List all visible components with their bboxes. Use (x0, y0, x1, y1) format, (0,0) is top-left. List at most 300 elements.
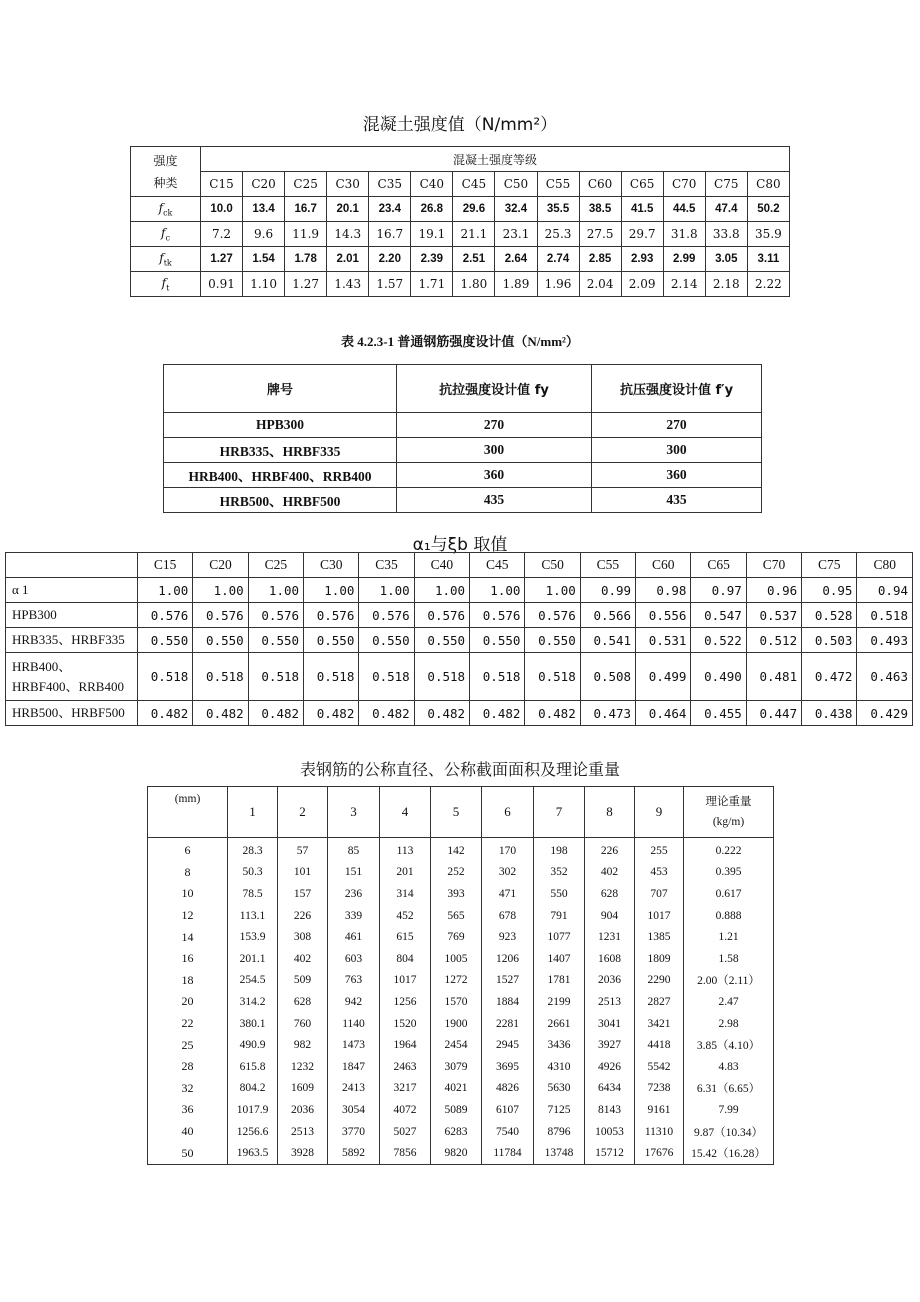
weight-cell: 2.47 (684, 991, 774, 1013)
grade-cell: C70 (746, 553, 801, 578)
area-cell: 236 (328, 883, 380, 905)
strength-value-cell: 270 (397, 413, 592, 438)
area-cell: 615 (380, 926, 431, 948)
value-cell: 1.00 (304, 578, 359, 603)
area-cell: 923 (482, 926, 534, 948)
area-cell: 3436 (534, 1034, 585, 1056)
coefficient-row (6, 578, 913, 603)
strength-row (131, 222, 790, 247)
weight-cell: 7.99 (684, 1099, 774, 1121)
weight-cell: 15.42（16.28） (684, 1142, 774, 1164)
header-tensile: 抗拉强度设计值 fy (397, 365, 592, 413)
value-cell: 0.550 (525, 628, 580, 653)
diameter-row (148, 991, 774, 1013)
area-cell: 2281 (482, 1013, 534, 1035)
value-cell: 0.576 (193, 603, 248, 628)
area-cell: 452 (380, 905, 431, 927)
value-cell: 1.00 (470, 578, 525, 603)
value-cell: 0.550 (470, 628, 525, 653)
value-cell: 0.576 (359, 603, 414, 628)
rebar-grade-cell: HRB400、HRBF400、RRB400 (164, 463, 397, 488)
header-row (148, 787, 774, 838)
diameter-row (148, 1078, 774, 1100)
area-cell: 1407 (534, 948, 585, 970)
value-cell: 0.518 (414, 653, 469, 701)
strength-value-cell: 360 (397, 463, 592, 488)
value-cell: 0.482 (525, 701, 580, 726)
value-cell: 0.96 (746, 578, 801, 603)
value-cell: 0.550 (193, 628, 248, 653)
value-cell: 0.97 (691, 578, 746, 603)
value-cell: 1.43 (327, 272, 369, 297)
area-cell: 28.3 (228, 838, 278, 862)
area-cell: 1005 (431, 948, 482, 970)
value-cell: 2.09 (621, 272, 663, 297)
grade-cell: C35 (369, 172, 411, 197)
area-cell: 769 (431, 926, 482, 948)
value-cell: 16.7 (369, 222, 411, 247)
area-cell: 11784 (482, 1142, 534, 1164)
grade-cell: C40 (414, 553, 469, 578)
grade-cell: C65 (621, 172, 663, 197)
value-cell: 2.14 (663, 272, 705, 297)
value-cell: 0.550 (138, 628, 193, 653)
grade-cell: C55 (580, 553, 635, 578)
area-cell: 157 (278, 883, 328, 905)
area-cell: 226 (278, 905, 328, 927)
area-cell: 2413 (328, 1078, 380, 1100)
value-cell: 41.5 (621, 197, 663, 222)
area-cell: 471 (482, 883, 534, 905)
value-cell: 0.95 (802, 578, 857, 603)
row-label: HRB335、HRBF335 (6, 628, 138, 653)
value-cell: 16.7 (285, 197, 327, 222)
strength-value-cell: 435 (397, 488, 592, 513)
area-cell: 4418 (635, 1034, 684, 1056)
area-cell: 982 (278, 1034, 328, 1056)
weight-cell: 2.00（2.11） (684, 970, 774, 992)
area-cell: 5089 (431, 1099, 482, 1121)
diameter-header: (mm) (148, 787, 228, 838)
diameter-row (148, 1121, 774, 1143)
header-compressive: 抗压强度设计值 f′y (592, 365, 762, 413)
diameter-cell: 25 (148, 1034, 228, 1056)
value-cell: 0.464 (636, 701, 691, 726)
area-cell: 2513 (278, 1121, 328, 1143)
value-cell: 0.482 (248, 701, 303, 726)
grade-cell: C60 (636, 553, 691, 578)
value-cell: 0.518 (857, 603, 913, 628)
area-cell: 1520 (380, 1013, 431, 1035)
strength-row (131, 247, 790, 272)
coefficient-row (6, 628, 913, 653)
area-cell: 1781 (534, 970, 585, 992)
area-cell: 3695 (482, 1056, 534, 1078)
value-cell: 13.4 (243, 197, 285, 222)
weight-cell: 0.617 (684, 883, 774, 905)
area-cell: 2036 (278, 1099, 328, 1121)
value-cell: 1.78 (285, 247, 327, 272)
value-cell: 1.54 (243, 247, 285, 272)
value-cell: 3.11 (747, 247, 789, 272)
area-cell: 5630 (534, 1078, 585, 1100)
area-cell: 9820 (431, 1142, 482, 1164)
value-cell: 0.482 (193, 701, 248, 726)
area-cell: 11310 (635, 1121, 684, 1143)
value-cell: 44.5 (663, 197, 705, 222)
value-cell: 2.04 (579, 272, 621, 297)
symbol-f: f (159, 250, 164, 265)
value-cell: 2.20 (369, 247, 411, 272)
rebar-grade-cell: HRB335、HRBF335 (164, 438, 397, 463)
area-cell: 1231 (585, 926, 635, 948)
value-cell: 0.576 (525, 603, 580, 628)
diameter-row (148, 905, 774, 927)
value-cell: 0.499 (636, 653, 691, 701)
area-cell: 1847 (328, 1056, 380, 1078)
area-cell: 201 (380, 862, 431, 884)
value-cell: 0.447 (746, 701, 801, 726)
value-cell: 0.576 (414, 603, 469, 628)
area-cell: 7125 (534, 1099, 585, 1121)
area-cell: 1140 (328, 1013, 380, 1035)
corner-cell (6, 553, 138, 578)
value-cell: 2.74 (537, 247, 579, 272)
value-cell: 7.2 (201, 222, 243, 247)
value-cell: 2.85 (579, 247, 621, 272)
value-cell: 1.71 (411, 272, 453, 297)
area-cell: 10053 (585, 1121, 635, 1143)
value-cell: 0.493 (857, 628, 913, 653)
bar-count-header: 9 (635, 787, 684, 838)
area-cell: 1473 (328, 1034, 380, 1056)
grade-cell: C50 (495, 172, 537, 197)
value-cell: 11.9 (285, 222, 327, 247)
row-symbol (131, 272, 201, 297)
weight-cell: 0.395 (684, 862, 774, 884)
diameter-row (148, 1099, 774, 1121)
value-cell: 2.18 (705, 272, 747, 297)
rebar-row (164, 413, 762, 438)
symbol-subscript: t (166, 283, 170, 293)
value-cell: 0.556 (636, 603, 691, 628)
area-cell: 942 (328, 991, 380, 1013)
area-cell: 1232 (278, 1056, 328, 1078)
grade-cell: C15 (138, 553, 193, 578)
value-cell: 0.473 (580, 701, 635, 726)
rebar-grade-cell: HRB500、HRBF500 (164, 488, 397, 513)
value-cell: 0.508 (580, 653, 635, 701)
area-cell: 1017 (380, 970, 431, 992)
area-cell: 4926 (585, 1056, 635, 1078)
area-cell: 170 (482, 838, 534, 862)
area-cell: 2661 (534, 1013, 585, 1035)
bar-count-header: 3 (328, 787, 380, 838)
area-cell: 453 (635, 862, 684, 884)
value-cell: 0.98 (636, 578, 691, 603)
area-cell: 142 (431, 838, 482, 862)
grade-cell: C75 (802, 553, 857, 578)
value-cell: 0.547 (691, 603, 746, 628)
rebar-row (164, 463, 762, 488)
value-cell: 33.8 (705, 222, 747, 247)
area-cell: 113.1 (228, 905, 278, 927)
area-cell: 3054 (328, 1099, 380, 1121)
bar-count-header: 2 (278, 787, 328, 838)
area-cell: 1017 (635, 905, 684, 927)
value-cell: 23.1 (495, 222, 537, 247)
area-cell: 5892 (328, 1142, 380, 1164)
header-row (131, 147, 790, 172)
diameter-row (148, 838, 774, 862)
coefficient-row (6, 653, 913, 701)
area-cell: 153.9 (228, 926, 278, 948)
diameter-cell: 10 (148, 883, 228, 905)
value-cell: 20.1 (327, 197, 369, 222)
area-cell: 3770 (328, 1121, 380, 1143)
value-cell: 2.22 (747, 272, 789, 297)
area-cell: 5542 (635, 1056, 684, 1078)
area-cell: 3928 (278, 1142, 328, 1164)
value-cell: 0.518 (525, 653, 580, 701)
grade-cell: C15 (201, 172, 243, 197)
area-cell: 255 (635, 838, 684, 862)
area-cell: 628 (585, 883, 635, 905)
value-cell: 0.518 (359, 653, 414, 701)
bar-count-header: 6 (482, 787, 534, 838)
grade-cell: C80 (857, 553, 913, 578)
value-cell: 0.541 (580, 628, 635, 653)
area-cell: 2036 (585, 970, 635, 992)
area-cell: 707 (635, 883, 684, 905)
diameter-cell: 50 (148, 1142, 228, 1164)
area-cell: 393 (431, 883, 482, 905)
area-cell: 4021 (431, 1078, 482, 1100)
area-cell: 1527 (482, 970, 534, 992)
weight-cell: 9.87（10.34） (684, 1121, 774, 1143)
grade-row (131, 172, 790, 197)
area-cell: 804 (380, 948, 431, 970)
weight-cell: 3.85（4.10） (684, 1034, 774, 1056)
rebar-area-table-title: 表钢筋的公称直径、公称截面面积及理论重量 (299, 760, 620, 779)
area-cell: 3421 (635, 1013, 684, 1035)
value-cell: 1.00 (193, 578, 248, 603)
rebar-strength-table-title: 表 4.2.3-1 普通钢筋强度设计值（N/mm²） (341, 334, 579, 349)
value-cell: 2.51 (453, 247, 495, 272)
area-cell: 198 (534, 838, 585, 862)
grade-cell: C65 (691, 553, 746, 578)
area-cell: 1206 (482, 948, 534, 970)
value-cell: 9.6 (243, 222, 285, 247)
value-cell: 19.1 (411, 222, 453, 247)
area-cell: 603 (328, 948, 380, 970)
header-grade: 牌号 (164, 365, 397, 413)
strength-row (131, 272, 790, 297)
value-cell: 0.518 (470, 653, 525, 701)
value-cell: 32.4 (495, 197, 537, 222)
value-cell: 21.1 (453, 222, 495, 247)
grade-cell: C25 (285, 172, 327, 197)
value-cell: 1.00 (138, 578, 193, 603)
grade-cell: C75 (705, 172, 747, 197)
area-cell: 1900 (431, 1013, 482, 1035)
diameter-cell: 8 (148, 862, 228, 884)
strength-value-cell: 435 (592, 488, 762, 513)
value-cell: 1.00 (248, 578, 303, 603)
concrete-table-title: 混凝土强度值（N/mm²） (362, 115, 558, 135)
row-label: HRB400、HRBF400、RRB400 (6, 653, 138, 701)
value-cell: 0.91 (201, 272, 243, 297)
area-cell: 2827 (635, 991, 684, 1013)
rebar-grade-cell: HPB300 (164, 413, 397, 438)
diameter-row (148, 926, 774, 948)
area-cell: 1256 (380, 991, 431, 1013)
area-cell: 15712 (585, 1142, 635, 1164)
area-cell: 804.2 (228, 1078, 278, 1100)
area-cell: 1884 (482, 991, 534, 1013)
value-cell: 0.518 (304, 653, 359, 701)
strength-row (131, 197, 790, 222)
value-cell: 0.463 (857, 653, 913, 701)
grade-cell: C30 (304, 553, 359, 578)
area-cell: 13748 (534, 1142, 585, 1164)
area-cell: 3927 (585, 1034, 635, 1056)
area-cell: 2463 (380, 1056, 431, 1078)
diameter-row (148, 883, 774, 905)
area-cell: 2199 (534, 991, 585, 1013)
area-cell: 1077 (534, 926, 585, 948)
value-cell: 1.00 (525, 578, 580, 603)
area-cell: 402 (278, 948, 328, 970)
diameter-cell: 36 (148, 1099, 228, 1121)
area-cell: 904 (585, 905, 635, 927)
diameter-cell: 40 (148, 1121, 228, 1143)
value-cell: 0.455 (691, 701, 746, 726)
value-cell: 2.99 (663, 247, 705, 272)
value-cell: 25.3 (537, 222, 579, 247)
coefficient-row (6, 603, 913, 628)
grade-cell: C55 (537, 172, 579, 197)
area-cell: 314 (380, 883, 431, 905)
value-cell: 0.472 (802, 653, 857, 701)
value-cell: 1.00 (359, 578, 414, 603)
area-cell: 763 (328, 970, 380, 992)
value-cell: 38.5 (579, 197, 621, 222)
weight-cell: 0.888 (684, 905, 774, 927)
area-cell: 9161 (635, 1099, 684, 1121)
weight-header-unit: (kg/m) (712, 816, 745, 828)
area-cell: 3041 (585, 1013, 635, 1035)
alpha-xi-table (5, 552, 913, 726)
value-cell: 0.537 (746, 603, 801, 628)
value-cell: 0.566 (580, 603, 635, 628)
value-cell: 0.518 (248, 653, 303, 701)
value-cell: 0.522 (691, 628, 746, 653)
value-cell: 1.57 (369, 272, 411, 297)
value-cell: 1.00 (414, 578, 469, 603)
diameter-row (148, 1034, 774, 1056)
area-cell: 2513 (585, 991, 635, 1013)
row-symbol (131, 222, 201, 247)
area-cell: 4826 (482, 1078, 534, 1100)
area-cell: 50.3 (228, 862, 278, 884)
weight-header (684, 787, 774, 838)
value-cell: 29.7 (621, 222, 663, 247)
weight-cell: 2.98 (684, 1013, 774, 1035)
grade-cell: C25 (248, 553, 303, 578)
bar-count-header: 8 (585, 787, 635, 838)
value-cell: 0.99 (580, 578, 635, 603)
area-cell: 2290 (635, 970, 684, 992)
value-cell: 0.576 (304, 603, 359, 628)
value-cell: 50.2 (747, 197, 789, 222)
area-cell: 339 (328, 905, 380, 927)
area-cell: 57 (278, 838, 328, 862)
weight-cell: 1.58 (684, 948, 774, 970)
symbol-f: f (161, 225, 166, 240)
bar-count-header: 7 (534, 787, 585, 838)
strength-value-cell: 300 (592, 438, 762, 463)
area-cell: 6434 (585, 1078, 635, 1100)
area-cell: 4072 (380, 1099, 431, 1121)
value-cell: 10.0 (201, 197, 243, 222)
value-cell: 0.528 (802, 603, 857, 628)
area-cell: 308 (278, 926, 328, 948)
grade-cell: C50 (525, 553, 580, 578)
value-cell: 14.3 (327, 222, 369, 247)
value-cell: 0.518 (193, 653, 248, 701)
strength-value-cell: 360 (592, 463, 762, 488)
alpha-xi-table-title: α₁与ξb 取值 (412, 535, 508, 555)
value-cell: 1.27 (201, 247, 243, 272)
value-cell: 47.4 (705, 197, 747, 222)
area-cell: 8143 (585, 1099, 635, 1121)
value-cell: 0.438 (802, 701, 857, 726)
grade-cell: C35 (359, 553, 414, 578)
area-cell: 1570 (431, 991, 482, 1013)
area-cell: 302 (482, 862, 534, 884)
value-cell: 1.96 (537, 272, 579, 297)
area-cell: 791 (534, 905, 585, 927)
strength-value-cell: 270 (592, 413, 762, 438)
row-symbol (131, 247, 201, 272)
area-cell: 628 (278, 991, 328, 1013)
weight-cell: 6.31（6.65） (684, 1078, 774, 1100)
area-cell: 1256.6 (228, 1121, 278, 1143)
value-cell: 0.512 (746, 628, 801, 653)
value-cell: 0.503 (802, 628, 857, 653)
area-cell: 1017.9 (228, 1099, 278, 1121)
symbol-subscript: ck (163, 208, 173, 218)
value-cell: 31.8 (663, 222, 705, 247)
value-cell: 0.576 (470, 603, 525, 628)
value-cell: 0.518 (138, 653, 193, 701)
diameter-cell: 16 (148, 948, 228, 970)
value-cell: 0.576 (248, 603, 303, 628)
grade-cell: C70 (663, 172, 705, 197)
row-label: α 1 (6, 578, 138, 603)
area-cell: 85 (328, 838, 380, 862)
grade-row (6, 553, 913, 578)
area-cell: 352 (534, 862, 585, 884)
rebar-strength-table (163, 364, 762, 513)
diameter-cell: 28 (148, 1056, 228, 1078)
bar-count-header: 1 (228, 787, 278, 838)
area-cell: 1608 (585, 948, 635, 970)
area-cell: 113 (380, 838, 431, 862)
value-cell: 0.550 (414, 628, 469, 653)
diameter-row (148, 1013, 774, 1035)
